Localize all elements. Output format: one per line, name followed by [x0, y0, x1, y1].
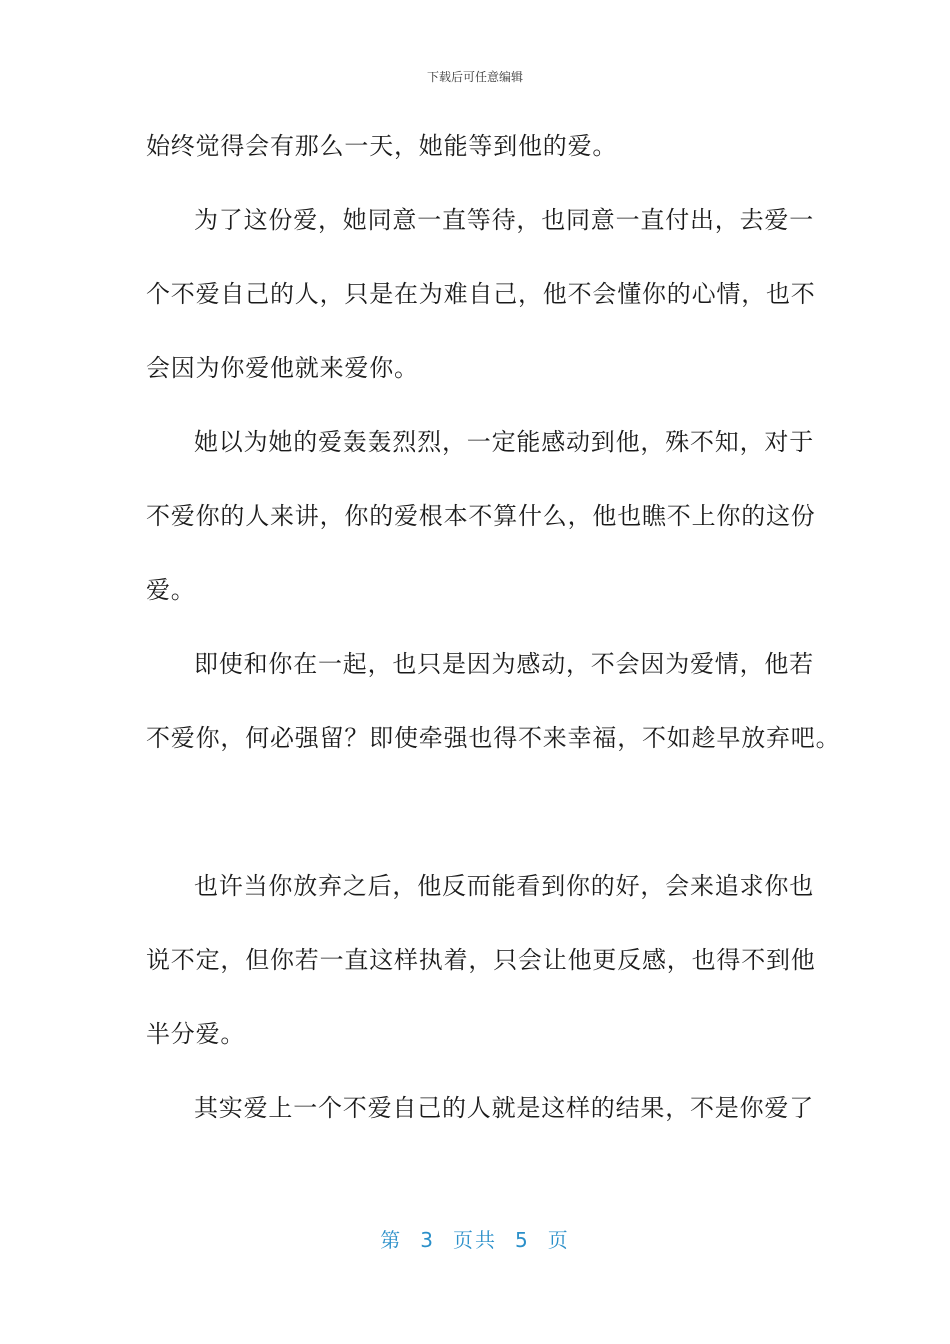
text-line: 会因为你爱他就来爱你。 — [146, 354, 419, 382]
page-header: 下载后可任意编辑 — [426, 70, 523, 84]
footer-suffix: 页 — [547, 1228, 570, 1252]
page-number-footer — [0, 1224, 950, 1253]
current-page-number: 3 — [420, 1228, 435, 1252]
document-body — [146, 120, 841, 1156]
text-line: 半分爱。 — [146, 1020, 246, 1048]
blank-line — [146, 786, 806, 860]
text-line: 个不爱自己的人，只是在为难自己，他不会懂你的心情，也不 — [146, 280, 816, 308]
text-line: 不爱你的人来讲，你的爱根本不算什么，他也瞧不上你的这份 — [146, 502, 816, 530]
paragraph-start: 为了这份爱，她同意一直等待，也同意一直付出，去爱一 — [194, 206, 814, 234]
text-line: 不爱你，何必强留？即使牵强也得不来幸福，不如趁早放弃吧。 — [146, 724, 841, 752]
text-line: 说不定，但你若一直这样执着，只会让他更反感，也得不到他 — [146, 946, 816, 974]
footer-prefix: 第 — [380, 1228, 403, 1252]
total-pages-number: 5 — [515, 1228, 530, 1252]
text-line: 爱。 — [146, 576, 196, 604]
text-line: 始终觉得会有那么一天，她能等到他的爱。 — [146, 132, 618, 160]
footer-middle: 页共 — [453, 1228, 497, 1252]
paragraph-start: 也许当你放弃之后，他反而能看到你的好，会来追求你也 — [194, 872, 814, 900]
paragraph-start: 其实爱上一个不爱自己的人就是这样的结果，不是你爱了 — [194, 1094, 814, 1122]
paragraph-start: 即使和你在一起，也只是因为感动，不会因为爱情，他若 — [194, 650, 814, 678]
paragraph-start: 她以为她的爱轰轰烈烈，一定能感动到他，殊不知，对于 — [194, 428, 814, 456]
